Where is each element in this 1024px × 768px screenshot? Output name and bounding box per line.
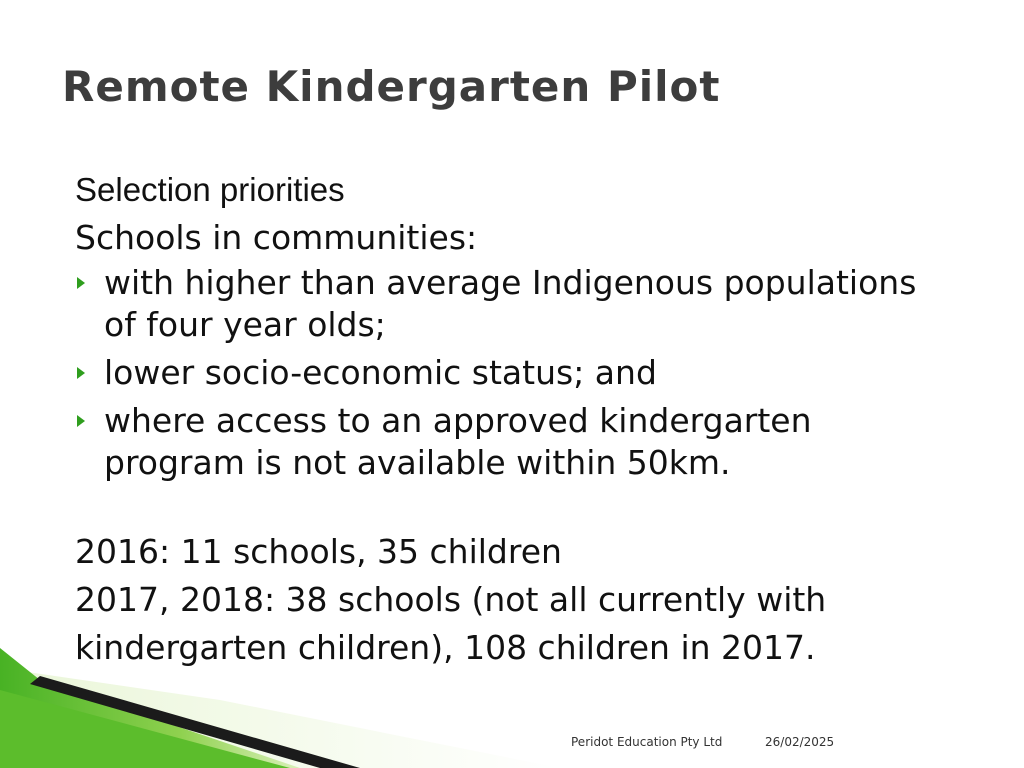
criteria-list <box>75 262 975 484</box>
footer-organisation: Peridot Education Pty Ltd <box>571 735 723 749</box>
spacer <box>75 490 975 528</box>
intro-text: Schools in communities: <box>75 218 478 257</box>
stats-2017-2018: 2017, 2018: 38 schools (not all currently with kindergarten children), 108 children in 2017. <box>75 580 827 667</box>
slide-title: Remote Kindergarten Pilot <box>62 62 721 111</box>
triangle-bullet-icon <box>77 277 85 289</box>
slide-body <box>75 166 975 672</box>
footer-date: 26/02/2025 <box>765 735 835 749</box>
list-item-text: where access to an approved kindergarten program is not available within 50km. <box>104 401 812 482</box>
triangle-bullet-icon <box>77 367 85 379</box>
list-item <box>75 400 975 484</box>
list-item-text: with higher than average Indigenous populations of four year olds; <box>104 263 917 344</box>
list-item <box>75 352 975 394</box>
triangle-bullet-icon <box>77 415 85 427</box>
list-item <box>75 262 975 346</box>
stats-2016: 2016: 11 schools, 35 children <box>75 532 562 571</box>
list-item-text: lower socio-economic status; and <box>104 353 657 392</box>
section-heading: Selection priorities <box>75 171 345 208</box>
